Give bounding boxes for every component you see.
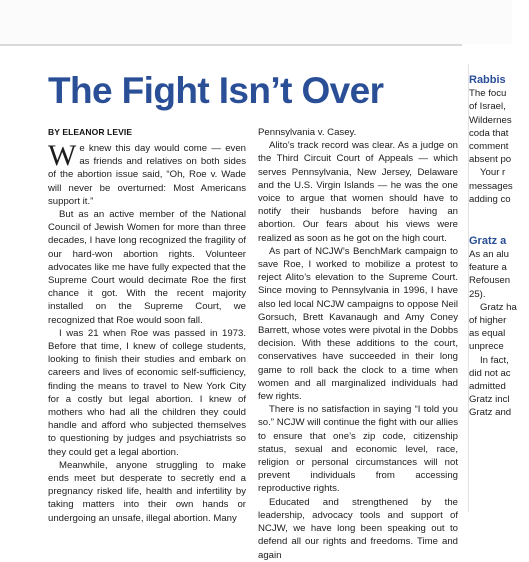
page-top-band [0,0,512,44]
paragraph: As part of NCJW’s BenchMark campaign to save Roe, I worked to mobilize a protest to reject Alito’s elevation to the Supreme Court. Since moving to Pennsylvania in 1996, I have also led local NCJW campaigns to oppose Neil Gorsuch, Brett Kavanaugh and Amy Coney Barrett, whose votes were pivotal in the Dobbs decision. With these additions to the court, conservatives have succeeded in their long game to roll back the clock to a time when women and all marginalized individuals had few rights. [258,245,458,403]
sidebar-line: Gratz and [469,407,512,419]
article-column-2 [258,126,458,561]
paragraph: Educated and strengthened by the leadership, advocacy tools and support of NCJW, we have long been speaking out to defend all our rights and freedoms. Time and again [258,496,458,561]
article-column-1 [48,139,246,524]
sidebar-line: 25). [469,288,486,300]
sidebar-heading-rabbis: Rabbis [469,74,506,86]
sidebar-line: comment [469,140,509,152]
sidebar-line: In fact, [480,354,509,366]
paragraph: Alito’s track record was clear. As a judge on the Third Circuit Court of Appeals — which serves Pennsylvania, New Jersey, Delaware and the U.S. Virgin Islands — he was the one voice to argue that women should have to notify their husbands before having an abortion. Our fears about his views were realized as soon as he got on the high court. [258,140,458,244]
article-byline: BY ELEANOR LEVIE [48,127,133,137]
sidebar-line: of higher [469,315,507,327]
paragraph: I was 21 when Roe was passed in 1973. Before that time, I knew of college students, looking to finish their studies and embark on careers and lives of economic self-sufficiency, finding the means to travel to New York City for a costly but legal abortion. I knew of mothers who had all the children they could handle and afford who subjected themselves to questioning by judges and psychiatrists so they could get a legal abortion. [48,327,246,458]
paragraph: Meanwhile, anyone struggling to make ends meet but desperate to secretly end a pregnancy risked life, health and infertility by taking matters into their own hands or undergoing an unsafe, illegal abortion. Many [48,459,246,524]
sidebar-column [468,64,529,512]
sidebar-line: messages [469,180,513,192]
sidebar-line: Gratz incl [469,394,510,406]
paragraph-continuation: Pennsylvania v. Casey. [258,127,357,138]
sidebar-line: as equal [469,328,506,340]
sidebar-heading-gratz: Gratz a [469,234,507,247]
sidebar-line: Your r [480,167,506,179]
first-paragraph-text: e knew this day would come — even as friends and relatives on both sides of the abortion issue said, “Oh, Roe v. Wade will never be overturned: Most Americans support it.” [48,143,246,207]
sidebar-line: coda that [469,127,509,139]
article-title: The Fight Isn’t Over [48,70,384,111]
sidebar-line: feature a [469,262,507,274]
header-rule [0,44,462,46]
sidebar-line: unprece [469,341,504,353]
sidebar-line: of Israel, [469,101,506,113]
sidebar-line: adding co [469,193,511,205]
sidebar-line: absent po [469,154,512,166]
sidebar-line: did not ac [469,367,511,379]
sidebar-line: The focu [469,88,507,100]
drop-cap: W [48,139,77,172]
paragraph: There is no satisfaction in saying “I told you so.” NCJW will continue the fight with our allies to ensure that one’s zip code, citizenship status, sexual and economic level, race, religion or personal circumstances will not prevent individuals from accessing reproductive rights. [258,404,458,495]
sidebar-line: admitted [469,380,506,392]
sidebar-line: Refousen [469,275,511,287]
sidebar-line: As an alu [469,249,510,261]
sidebar-line: Gratz ha [480,301,517,313]
sidebar-gap [469,206,529,222]
paragraph: But as an active member of the National Council of Jewish Women for more than three decades, I have long recognized the fragility of our hard-won abortion rights. Volunteer advocates like me have fully expected that the Supreme Court would decimate Roe the first chance it got. With the recent majority installed on the Supreme Court, we recognized that Roe would soon fall. [48,209,246,326]
sidebar-line: Wildernes [469,114,512,126]
first-paragraph [48,139,246,208]
